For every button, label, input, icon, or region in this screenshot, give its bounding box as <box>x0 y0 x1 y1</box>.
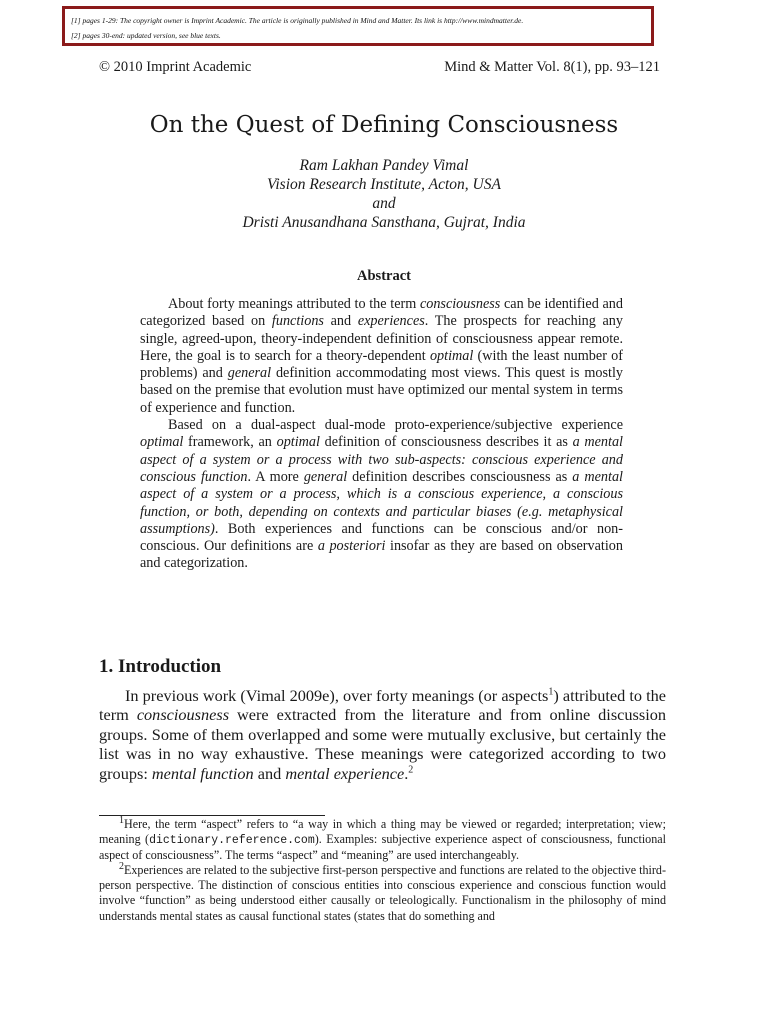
footnote-marker[interactable]: 1 <box>548 686 554 698</box>
notice-line-1: [1] pages 1-29: The copyright owner is Imprint Academic. The article is originally published in Mind and Matter. Its link is http://www.mindmatter.de. <box>71 16 524 25</box>
author-name: Ram Lakhan Pandey Vimal <box>299 157 469 174</box>
text-run: ). Examples: subjective experience aspect of consciousness, functional aspect of consciousness”. The terms “aspect” and “meaning” are used interchangeably. <box>99 832 666 863</box>
text-run: About forty meanings attributed to the term <box>168 296 420 312</box>
text-run: can be identified and categorized based on <box>140 296 623 330</box>
paper-title: On the Quest of Defining Consciousness <box>149 112 619 138</box>
footnote-marker[interactable]: 2 <box>408 764 414 776</box>
introduction-body <box>99 686 666 783</box>
emphasis: general <box>303 468 348 485</box>
text-run: definition accommodating most views. This quest is mostly based on the premise that evolution must have optimized our mental system in terms of experience and function. <box>140 365 623 416</box>
author-block <box>0 156 768 232</box>
text-run: . Both experiences and functions can be conscious and/or non-conscious. Our definitions are <box>140 520 623 555</box>
text-run: framework, an <box>183 434 277 451</box>
running-head-left: © 2010 Imprint Academic <box>99 59 252 75</box>
copyright-notice-box <box>62 6 654 46</box>
text-run: . A more <box>247 468 304 485</box>
emphasis: consciousness <box>419 296 501 312</box>
emphasis: functions <box>271 313 324 330</box>
emphasis: a mental aspect of a system or a process, which is a conscious experience, a conscious function, or both, depending on contexts and particular biases (e.g. metaphysical assumptions) <box>140 468 623 537</box>
emphasis: optimal <box>140 434 184 451</box>
author-affiliation-1: Vision Research Institute, Acton, USA <box>267 176 501 193</box>
text-run: In previous work (Vimal 2009e), over forty meanings (or aspects <box>125 686 549 705</box>
footnote-2 <box>99 863 666 923</box>
text-run: (with the least number of problems) and <box>140 347 623 382</box>
section-heading: 1. Introduction <box>99 656 222 677</box>
abstract-body <box>140 296 623 573</box>
abstract-paragraph-2 <box>140 417 623 573</box>
running-head <box>99 59 660 76</box>
emphasis: a posteriori <box>317 538 386 555</box>
author-conjunction: and <box>372 195 396 212</box>
emphasis: optimal <box>429 347 474 364</box>
text-run: and <box>323 313 358 330</box>
notice-line-2: [2] pages 30-end: updated version, see blue texts. <box>71 31 221 40</box>
text-run: . The prospects for reaching any single, agreed-upon, theory-independent definition of consciousness appear remote. Here, the goal is to search for a theory-dependent <box>140 313 623 364</box>
running-head-right: Mind & Matter Vol. 8(1), pp. 93–121 <box>444 59 660 75</box>
url-text: dictionary.reference.com <box>149 834 315 848</box>
text-run: definition describes consciousness as <box>347 468 573 485</box>
text-run: . <box>404 763 409 783</box>
text-run: Experiences are related to the subjective first-person perspective and functions are related to the objective third-person perspective. The distinction of conscious entities into conscious experience and conscious function would involve “function” as being understood either causally or teleologically. Functionalism in the philosophy of mind understands mental states as causal functional states (states that do something and <box>99 863 666 923</box>
text-run: insofar as they are based on observation and categorization. <box>140 538 623 572</box>
emphasis: general <box>227 365 272 382</box>
emphasis: mental experience <box>285 763 405 783</box>
text-run: were extracted from the literature and from online discussion groups. Some of them overlapped and some were mutually exclusive, but certainly the list was in no way exhaustive. These meanings were categorized according to two groups: <box>99 705 667 783</box>
intro-paragraph-1 <box>99 686 666 783</box>
footnotes <box>99 814 666 924</box>
abstract-heading: Abstract <box>357 268 411 284</box>
footnote-1 <box>99 814 666 863</box>
emphasis: consciousness <box>136 705 230 725</box>
footnote-rule <box>99 815 325 816</box>
emphasis: a mental aspect of a system or a process with two sub-aspects: conscious experience and conscious function <box>140 434 623 485</box>
author-affiliation-2: Dristi Anusandhana Sansthana, Gujrat, India <box>242 214 526 231</box>
emphasis: experiences <box>357 313 425 330</box>
text-run: and <box>253 763 286 783</box>
emphasis: mental function <box>151 763 254 783</box>
text-run: ) attributed to the term <box>99 686 667 725</box>
text-run: definition of consciousness describes it as <box>319 434 573 451</box>
text-run: Here, the term “aspect” refers to “a way in which a thing may be viewed or regarded; interpretation; view; meaning ( <box>99 817 666 847</box>
abstract-paragraph-1 <box>140 296 623 417</box>
text-run: Based on a dual-aspect dual-mode proto-experience/subjective experience <box>168 417 623 434</box>
footnote-number: 2 <box>119 861 124 873</box>
footnote-number: 1 <box>119 814 124 826</box>
emphasis: optimal <box>276 434 320 451</box>
